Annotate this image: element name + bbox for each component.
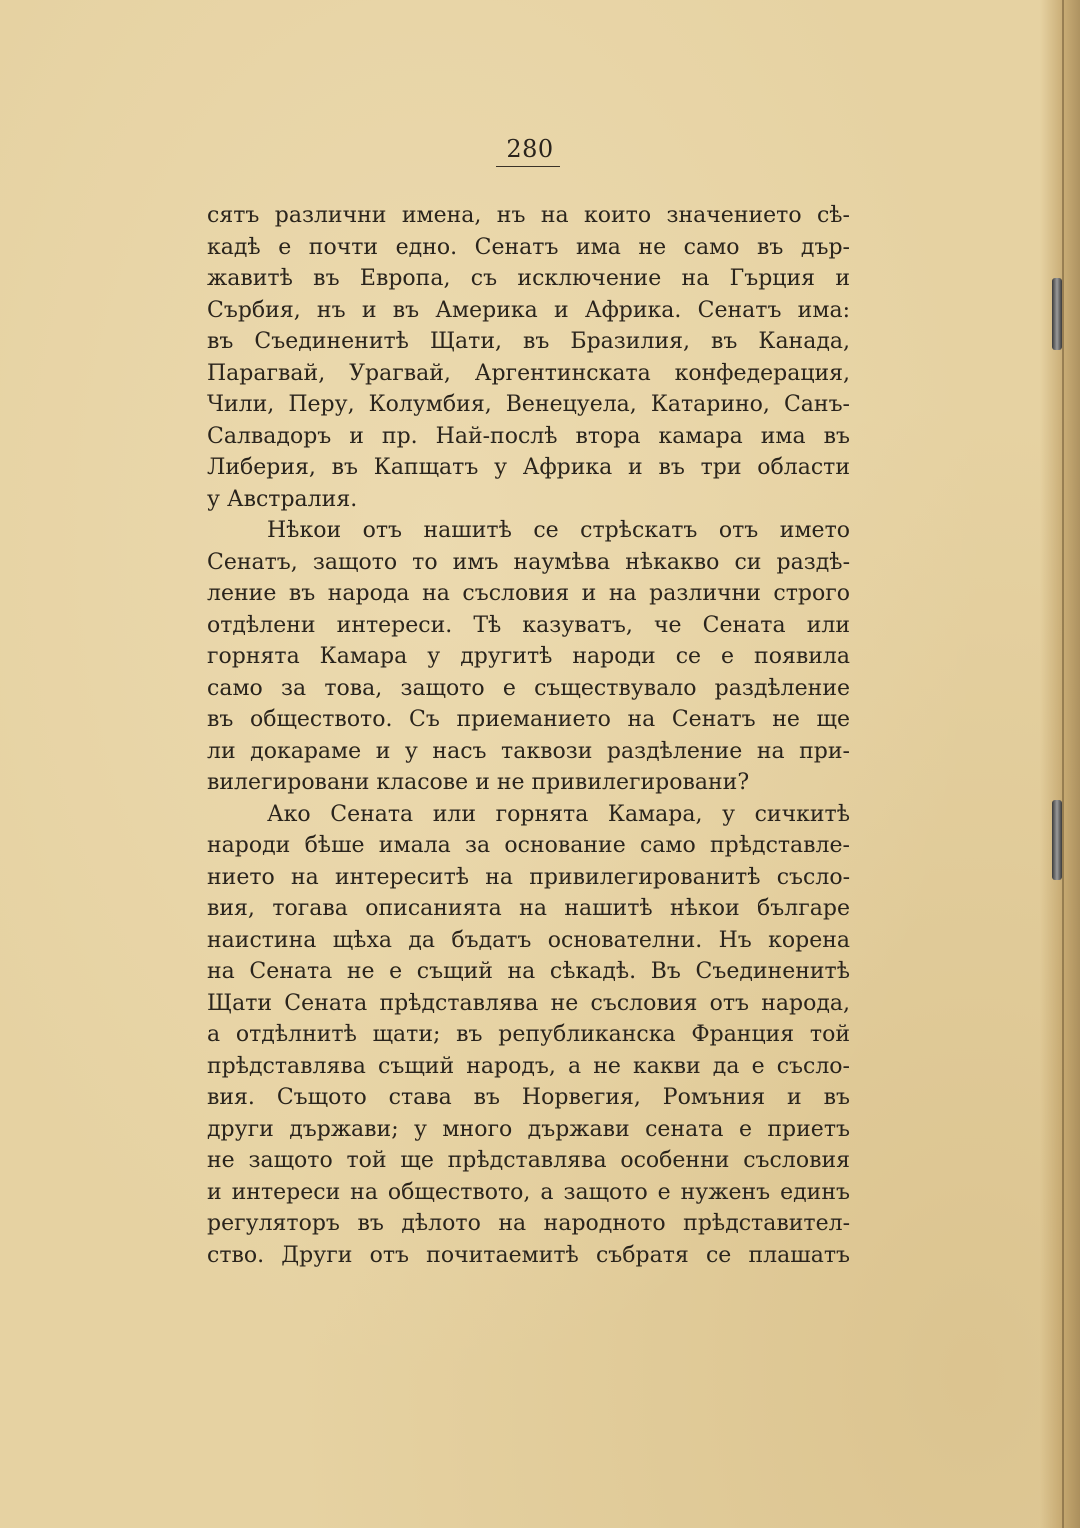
text-line: Либерия, въ Капщатъ у Африка и въ три области: [207, 455, 850, 480]
text-line: регуляторъ въ дѣлото на народното прѣдставител-: [207, 1211, 850, 1236]
text-line: други държави; у много държави сената е приетъ: [207, 1116, 850, 1142]
page-number-underline: [496, 166, 560, 167]
text-line: Салвадоръ и пр. Най-послѣ втора камара има въ: [207, 423, 850, 449]
binding-staple-bottom: [1052, 800, 1062, 880]
text-line: въ обществото. Съ приеманието на Сенатъ не ще: [207, 707, 850, 732]
page-number: 280: [506, 135, 554, 163]
text-line: кадѣ е почти едно. Сенатъ има не само въ дър-: [207, 234, 850, 260]
text-line: а отдѣлнитѣ щати; въ републиканска Франция той: [207, 1022, 850, 1047]
binding-staple-top: [1052, 278, 1062, 350]
page-edge-line: [1062, 0, 1064, 1528]
text-line: Чили, Перу, Колумбия, Венецуела, Катарино, Санъ-: [207, 392, 850, 417]
body-text: [207, 200, 850, 1271]
text-line: нието на интереситѣ на привилегированитѣ съсло-: [207, 864, 850, 890]
text-line: горнята Камара у другитѣ народи се е появила: [207, 644, 850, 669]
text-line: жавитѣ въ Европа, съ исключение на Гърция и: [207, 266, 850, 291]
text-line: вилегировани класове и не привилегировани?: [207, 770, 750, 795]
text-line: на Сената не е същий на сѣкадѣ. Въ Съединенитѣ: [207, 959, 850, 984]
text-line: прѣдставлява същий народъ, а не какви да е съсло-: [207, 1053, 850, 1079]
text-line: Сърбия, нъ и въ Америка и Африка. Сенатъ има:: [207, 297, 850, 323]
text-line: сятъ различни имена, нъ на които значението сѣ-: [207, 203, 850, 228]
text-line: Парагвай, Урагвай, Аргентинската конфедерация,: [207, 360, 850, 386]
text-line: въ Съединенитѣ Щати, въ Бразилия, въ Канада,: [207, 329, 850, 354]
text-line: наистина щѣха да бъдатъ основателни. Нъ корена: [207, 927, 850, 953]
text-line: у Австралия.: [207, 486, 358, 512]
text-line: ство. Други отъ почитаемитѣ събратя се плашатъ: [207, 1242, 850, 1268]
text-line: и интереси на обществото, а защото е нуженъ единъ: [207, 1179, 850, 1205]
text-line: вия, тогава описанията на нашитѣ нѣкои българе: [207, 896, 850, 921]
text-line: ление въ народа на съсловия и на различни строго: [207, 581, 850, 606]
paragraph-first-line: Нѣкои отъ нашитѣ се стрѣскатъ отъ името: [267, 518, 850, 543]
text-line: Щати Сената прѣдставлява не съсловия отъ народа,: [207, 990, 850, 1016]
text-line: само за това, защото е съществувало раздѣление: [207, 675, 850, 701]
text-line: вия. Същото става въ Норвегия, Ромъния и въ: [207, 1085, 850, 1110]
text-line: народи бѣше имала за основание само прѣдставле-: [207, 833, 850, 858]
text-line: Сенатъ, защото то имъ наумѣва нѣкакво си раздѣ-: [207, 549, 850, 575]
text-line: не защото той ще прѣдставлява особенни съсловия: [207, 1148, 850, 1173]
text-line: отдѣлени интереси. Тѣ казуватъ, че Сената или: [207, 612, 850, 638]
page-edge-shadow: [1040, 0, 1080, 1528]
paragraph-first-line: Ако Сената или горнята Камара, у сичкитѣ: [267, 801, 850, 827]
text-line: ли докараме и у насъ таквози раздѣление на при-: [207, 738, 850, 764]
